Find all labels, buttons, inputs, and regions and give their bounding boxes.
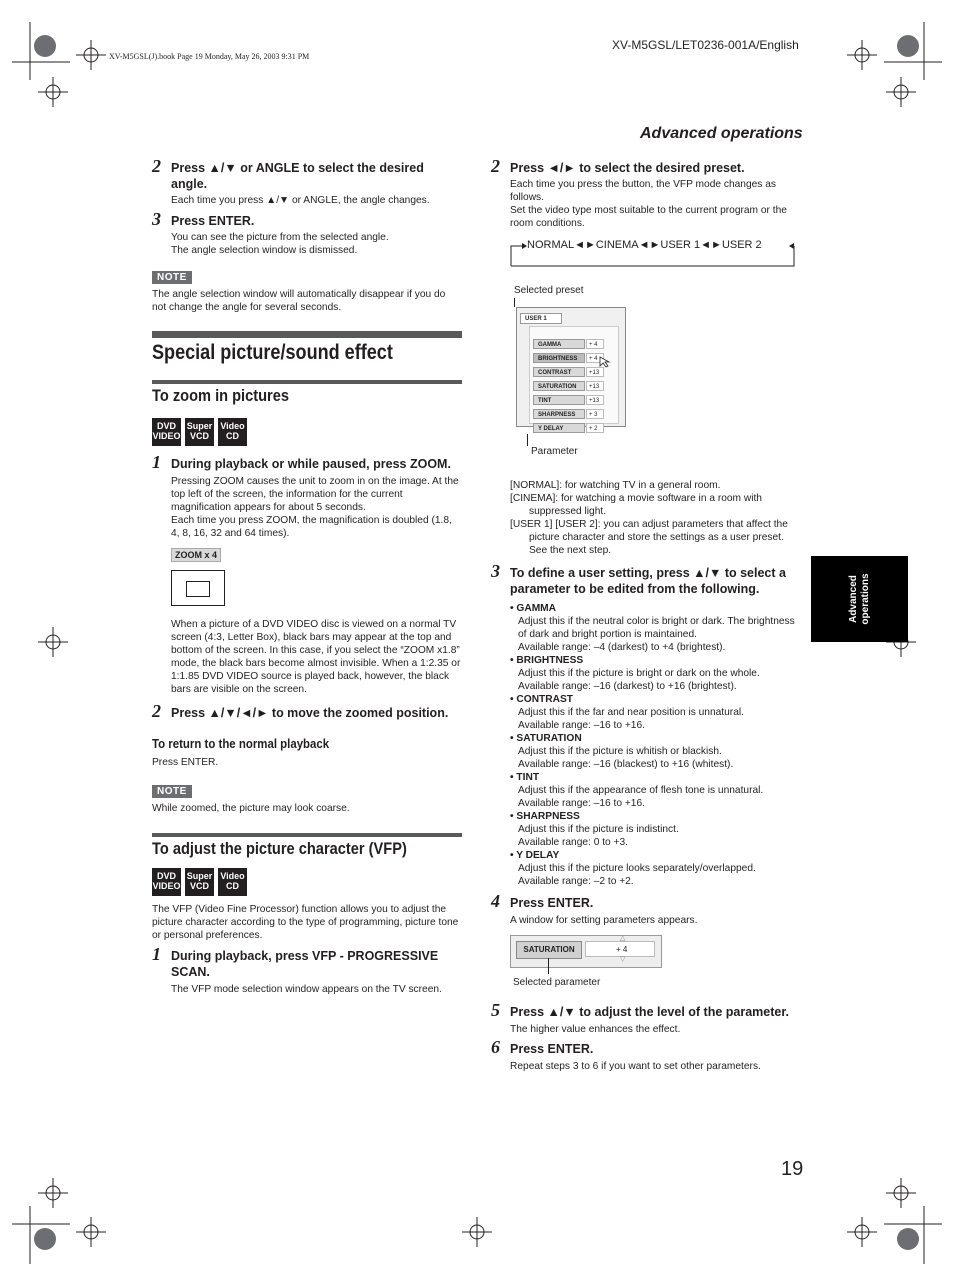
step-text: Press ▲/▼ or ANGLE to select the desired angle. (171, 161, 424, 191)
section-header: Advanced operations (640, 125, 803, 142)
zoom-step-1 (152, 452, 462, 540)
osd-val-sharpness: + 3 (586, 409, 604, 419)
step-number: 5 (491, 1000, 500, 1020)
param-saturation: • SATURATION Adjust this if the picture is whitish or blackish. Available range: –16 (blackest) to +16 (whitest). (510, 733, 734, 770)
leader-line (514, 298, 515, 307)
note-1 (152, 267, 462, 314)
step-number: 3 (152, 209, 161, 229)
step-text: Press ◄/► to select the desired preset. (510, 161, 745, 175)
step-body: The VFP mode selection window appears on the TV screen. (171, 984, 442, 995)
zoom-area (186, 581, 210, 597)
vfp-step-1 (152, 944, 462, 996)
step-number: 2 (491, 156, 500, 176)
up-arrow-icon: △ (620, 935, 626, 942)
vfp-intro: The VFP (Video Fine Processor) function allows you to adjust the picture character according to the type of programming, picture tone or personal preferences. (152, 904, 459, 941)
step-body: Set the video type most suitable to the current program or the room conditions. (510, 205, 787, 229)
zoom-indicator: ZOOM x 4 (171, 548, 221, 562)
zoom-title: To zoom in pictures (152, 386, 290, 405)
mode-user2: USER 2 (721, 239, 762, 251)
param-sharpness: • SHARPNESS Adjust this if the picture is indistinct. Available range: 0 to +3. (510, 811, 679, 848)
mode-cinema: CINEMA (595, 239, 639, 251)
screen-frame (171, 570, 225, 606)
osd-val-y-delay: + 2 (586, 423, 604, 433)
mode-normal: NORMAL (527, 239, 575, 251)
step-text: During playback, press VFP - PROGRESSIVE SCAN. (171, 949, 439, 979)
side-tab-label: Advanced operations (847, 573, 871, 625)
page-number: 19 (781, 1158, 804, 1180)
parameter-label: Parameter (531, 446, 578, 457)
zoom-step-2 (152, 701, 462, 721)
step-number: 6 (491, 1037, 500, 1057)
mode-cycle (510, 238, 795, 268)
document-id: XV-M5GSL/LET0236-001A/English (612, 38, 799, 52)
step-number: 1 (152, 944, 161, 964)
param-contrast: • CONTRAST Adjust this if the far and near position is unnatural. Available range: –16 to +16. (510, 694, 744, 731)
step-body: Each time you press the button, the VFP mode changes as follows. (510, 179, 776, 203)
osd-param-tint: TINT (533, 395, 585, 405)
note-label: NOTE (152, 271, 192, 284)
vfp-logos (152, 868, 462, 896)
osd-param-sharpness: SHARPNESS (533, 409, 585, 419)
step-number: 1 (152, 452, 161, 472)
step-number: 4 (491, 891, 500, 911)
mode-desc-user: [USER 1] [USER 2]: you can adjust parameters that affect the picture character and store the settings as a user preset. See the next step. (510, 519, 788, 556)
param-tint: • TINT Adjust this if the appearance of flesh tone is unnatural. Available range: –16 to +16. (510, 772, 764, 809)
step-body: You can see the picture from the selected angle. (171, 232, 389, 243)
down-arrow-icon: ▽ (620, 956, 626, 963)
step-body: Pressing ZOOM causes the unit to zoom in on the image. At the top left of the screen, the information for the current magnification appears for about 5 seconds. (171, 476, 459, 513)
saturation-window-illustration (491, 935, 801, 993)
parameter-list (510, 602, 801, 888)
vfp-rule (152, 833, 462, 837)
page-title: Special picture/sound effect (152, 341, 393, 364)
osd-val-saturation: +13 (586, 381, 604, 391)
dvd-video-logo: DVD VIDEO (152, 418, 181, 446)
vfp-title: To adjust the picture character (VFP) (152, 839, 407, 858)
zoom-description: When a picture of a DVD VIDEO disc is viewed on a normal TV screen (4:3, Letter Box), black bars may appear at the top and bottom of the screen. In this case, if you select the “ZOOM x1.8” mode, the black bars become almost invisible. When a 1:2.35 or 1:1.85 DVD VIDEO source is played back, however, the black bars are visible on the screen. (171, 619, 461, 695)
vfp-step-3 (491, 561, 801, 597)
leader-line (548, 958, 549, 974)
super-vcd-logo: Super VCD (185, 418, 214, 446)
zoom-rule (152, 380, 462, 384)
osd-val-tint: +13 (586, 395, 604, 405)
right-column (491, 156, 801, 1073)
param-y-delay: • Y DELAY Adjust this if the picture looks separately/overlapped. Available range: –2 to +2. (510, 850, 756, 887)
note-label: NOTE (152, 785, 192, 798)
video-cd-logo: Video CD (218, 868, 247, 896)
dvd-video-logo: DVD VIDEO (152, 868, 181, 896)
vfp-step-5 (491, 1000, 801, 1036)
step-body: Each time you press ▲/▼ or ANGLE, the angle changes. (171, 195, 430, 206)
step-text: Press ENTER. (171, 214, 255, 228)
param-brightness: • BRIGHTNESS Adjust this if the picture is bright or dark on the whole. Available range: –16 (darkest) to +16 (brightest). (510, 655, 760, 692)
left-column (152, 156, 462, 996)
vfp-step-6 (491, 1037, 801, 1073)
mode-desc-cinema: [CINEMA]: for watching a movie software in a room with suppressed light. (510, 493, 762, 517)
step-number: 2 (152, 156, 161, 176)
osd-val-brightness: + 4 (586, 353, 604, 363)
step-body: The angle selection window is dismissed. (171, 245, 358, 256)
step-text: Press ▲/▼ to adjust the level of the parameter. (510, 1005, 789, 1019)
selected-preset-label: Selected preset (514, 285, 584, 296)
step-body: Repeat steps 3 to 6 if you want to set other parameters. (510, 1061, 761, 1072)
mode-desc-normal: [NORMAL]: for watching TV in a general room. (510, 480, 721, 491)
return-title: To return to the normal playback (152, 736, 330, 751)
vfp-step-4 (491, 891, 801, 927)
vfp-osd-illustration (491, 276, 801, 458)
super-vcd-logo: Super VCD (185, 868, 214, 896)
zoom-screen-illustration (152, 548, 462, 608)
osd-param-brightness: BRIGHTNESS (533, 353, 585, 363)
note-text: The angle selection window will automatically disappear if you do not change the angle for several seconds. (152, 289, 446, 313)
step-text: To define a user setting, press ▲/▼ to select a parameter to be edited from the following. (510, 566, 786, 596)
mode-user1: USER 1 (660, 239, 701, 251)
step-text: Press ▲/▼/◄/► to move the zoomed position. (171, 706, 449, 720)
cursor-icon (599, 356, 611, 368)
cycle-labels: NORMAL◄►CINEMA◄►USER 1◄►USER 2 (527, 239, 762, 251)
osd-preset-title: USER 1 (520, 313, 562, 324)
selected-param-value: + 4 (585, 941, 655, 957)
mode-descriptions (510, 479, 801, 557)
step-body: The higher value enhances the effect. (510, 1024, 681, 1035)
step-body: A window for setting parameters appears. (510, 915, 698, 926)
note-text: While zoomed, the picture may look coarse. (152, 803, 350, 814)
osd-param-contrast: CONTRAST (533, 367, 585, 377)
side-tab (811, 556, 908, 642)
zoom-logos (152, 418, 462, 446)
selected-param-box: SATURATION (516, 941, 582, 959)
osd-val-gamma: + 4 (586, 339, 604, 349)
step-text: Press ENTER. (510, 896, 594, 910)
step-text: During playback or while paused, press ZOOM. (171, 457, 451, 471)
angle-step-3 (152, 209, 462, 257)
osd-param-y-delay: Y DELAY (533, 423, 585, 433)
selected-parameter-label: Selected parameter (513, 977, 601, 988)
osd-param-gamma: GAMMA (533, 339, 585, 349)
osd-val-contrast: +13 (586, 367, 604, 377)
return-body: Press ENTER. (152, 757, 219, 768)
angle-step-2 (152, 156, 462, 207)
step-body: Each time you press ZOOM, the magnification is doubled (1.8, 4, 8, 16, 32 and 64 times). (171, 515, 452, 539)
step-number: 3 (491, 561, 500, 581)
title-rule (152, 331, 462, 338)
step-number: 2 (152, 701, 161, 721)
leader-line (527, 434, 528, 446)
osd-param-saturation: SATURATION (533, 381, 585, 391)
step-text: Press ENTER. (510, 1042, 594, 1056)
file-info: XV-M5GSL(J).book Page 19 Monday, May 26, 2003 9:31 PM (109, 52, 310, 61)
note-2 (152, 781, 462, 815)
video-cd-logo: Video CD (218, 418, 247, 446)
vfp-step-2 (491, 156, 801, 230)
param-gamma: • GAMMA Adjust this if the neutral color is bright or dark. The brightness of dark and bright portion is maintained. Available range: –4 (darkest) to +4 (brightest). (510, 603, 795, 653)
